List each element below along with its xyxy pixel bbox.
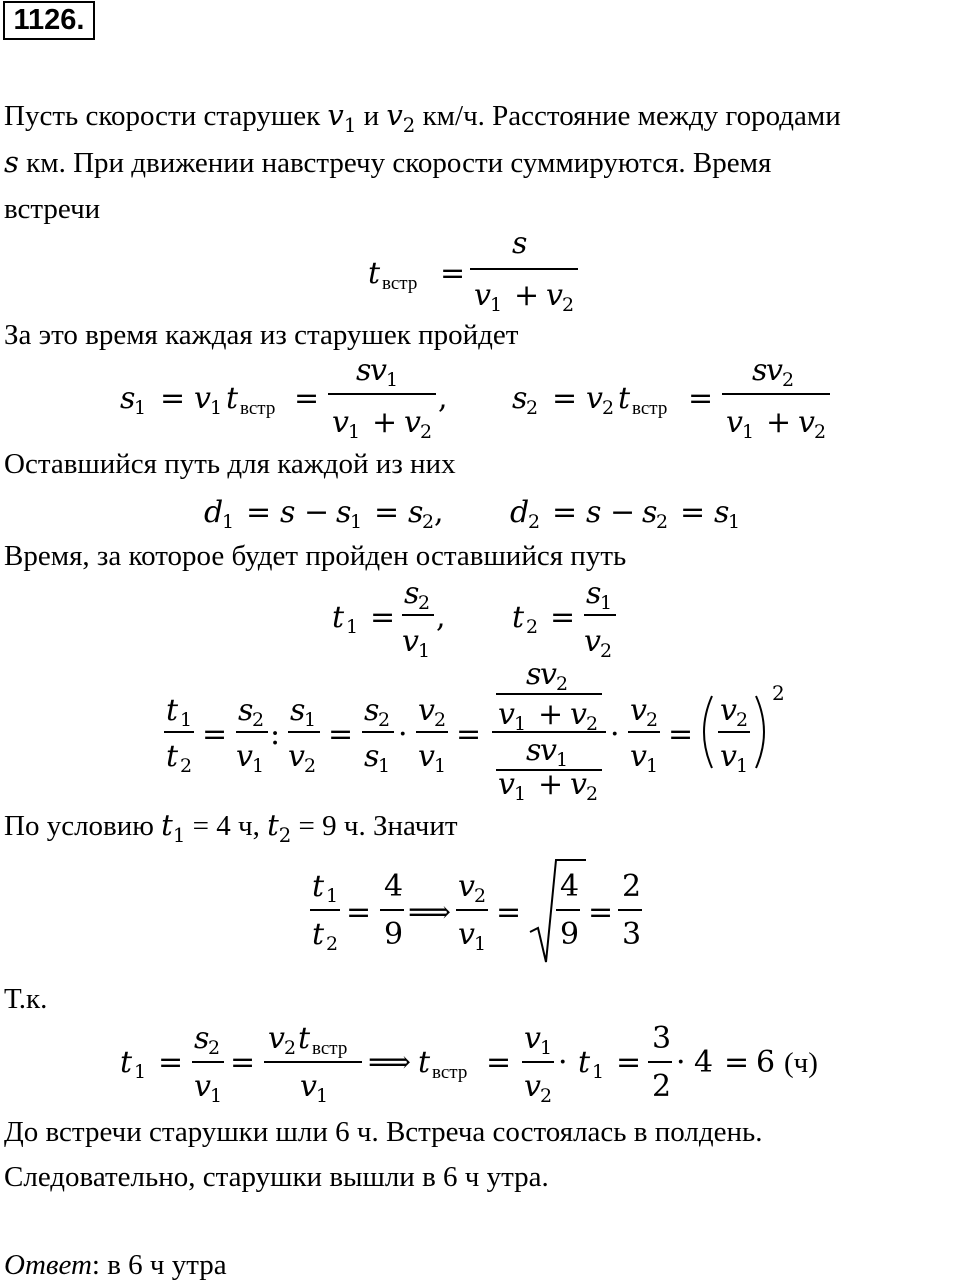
svg-text:=: = — [346, 895, 372, 930]
svg-text:+: + — [514, 278, 540, 313]
svg-text:v: v — [584, 624, 601, 659]
svg-text:v: v — [546, 278, 563, 313]
svg-text:1: 1 — [210, 1085, 223, 1106]
svg-text:1: 1 — [736, 755, 749, 777]
svg-text:v: v — [418, 693, 435, 728]
svg-text:встр: встр — [382, 273, 418, 294]
text-line-5: Оставшийся путь для каждой из них — [4, 448, 456, 480]
svg-text:2: 2 — [422, 511, 435, 533]
svg-text:=: = — [668, 717, 694, 752]
svg-text:1: 1 — [252, 755, 265, 777]
svg-text:=: = — [724, 1045, 750, 1080]
svg-text:6: 6 — [756, 1045, 776, 1080]
svg-text:·: · — [610, 717, 620, 752]
formula-distances — [0, 352, 960, 444]
svg-text:2: 2 — [772, 681, 785, 705]
svg-text:v: v — [524, 1069, 541, 1104]
svg-text:9: 9 — [560, 917, 580, 952]
svg-text:встр: встр — [312, 1038, 348, 1059]
svg-text:⟹: ⟹ — [408, 895, 452, 930]
answer-text: : в 6 ч утра — [91, 1249, 227, 1281]
svg-text:=: = — [328, 717, 354, 752]
svg-text:,: , — [434, 495, 444, 530]
svg-text:1: 1 — [378, 755, 391, 777]
svg-text:2: 2 — [656, 511, 669, 533]
svg-text:1: 1 — [514, 783, 527, 802]
svg-text:+: + — [538, 767, 564, 802]
svg-text:2: 2 — [540, 1085, 553, 1106]
formula-ratio — [0, 660, 960, 802]
svg-text:v: v — [720, 693, 737, 728]
svg-text:2: 2 — [586, 713, 599, 735]
svg-text:t: t — [578, 1045, 591, 1080]
svg-text:1: 1 — [728, 511, 741, 533]
formula-meeting-time — [0, 225, 960, 315]
svg-text:1: 1 — [540, 1037, 553, 1059]
svg-text:v: v — [766, 353, 783, 388]
svg-text:s: s — [714, 495, 730, 530]
svg-text:s: s — [356, 353, 372, 388]
svg-text:d: d — [204, 495, 224, 530]
svg-text:−: − — [304, 495, 330, 530]
svg-text:t: t — [368, 256, 381, 291]
svg-text:=: = — [552, 381, 578, 416]
svg-text:v: v — [194, 381, 211, 416]
svg-text:2: 2 — [736, 709, 749, 731]
svg-text:v: v — [418, 739, 435, 774]
svg-text:+: + — [538, 697, 564, 732]
problem-number: 1126. — [3, 1, 95, 40]
svg-text:·: · — [676, 1045, 686, 1080]
svg-text:=: = — [374, 495, 400, 530]
svg-text:s: s — [280, 495, 296, 530]
svg-text:встр: встр — [632, 398, 668, 419]
svg-text:1: 1 — [474, 933, 487, 955]
svg-text:v: v — [370, 353, 387, 388]
svg-text:v: v — [458, 869, 475, 904]
svg-text:v: v — [540, 733, 557, 768]
svg-text:2: 2 — [556, 673, 569, 695]
svg-text:v: v — [630, 739, 647, 774]
svg-text:1: 1 — [514, 713, 527, 735]
svg-text:t: t — [332, 600, 345, 635]
svg-text:4: 4 — [384, 869, 404, 904]
svg-text:2: 2 — [180, 755, 193, 777]
svg-text:1: 1 — [490, 294, 503, 315]
svg-text:1: 1 — [742, 421, 755, 443]
svg-text:t: t — [166, 693, 179, 728]
svg-text:=: = — [160, 381, 186, 416]
svg-text:1: 1 — [418, 640, 431, 662]
svg-text:1: 1 — [646, 755, 659, 777]
svg-text:2: 2 — [586, 783, 599, 802]
svg-text:2: 2 — [528, 511, 541, 533]
svg-text:2: 2 — [326, 933, 339, 955]
svg-text:2: 2 — [420, 421, 433, 443]
svg-text:s: s — [120, 381, 136, 416]
text-line-3: встречи — [4, 193, 101, 225]
svg-text:v: v — [458, 917, 475, 952]
svg-text:s: s — [642, 495, 658, 530]
svg-text:2: 2 — [434, 709, 447, 731]
text-line-6: Время, за которое будет пройден оставшийся путь — [4, 540, 627, 572]
svg-text:v: v — [194, 1069, 211, 1104]
svg-text:2: 2 — [526, 616, 539, 638]
svg-text:t: t — [418, 1045, 431, 1080]
svg-text:t: t — [226, 381, 239, 416]
svg-text:s: s — [404, 576, 420, 611]
svg-text:=: = — [680, 495, 706, 530]
svg-text:1: 1 — [210, 397, 223, 419]
svg-text:4: 4 — [560, 869, 580, 904]
svg-text:+: + — [372, 405, 398, 440]
svg-text:v: v — [300, 1069, 317, 1104]
svg-text:2: 2 — [782, 369, 795, 391]
svg-text:,: , — [436, 600, 446, 635]
svg-text:v: v — [236, 739, 253, 774]
svg-text:1: 1 — [134, 397, 147, 419]
svg-text:2: 2 — [600, 640, 613, 662]
svg-text:2: 2 — [284, 1037, 297, 1059]
svg-text::: : — [270, 717, 281, 752]
svg-text:1: 1 — [180, 709, 193, 731]
svg-text:t: t — [312, 917, 325, 952]
svg-text:3: 3 — [652, 1022, 672, 1056]
svg-text:v: v — [720, 739, 737, 774]
svg-text:2: 2 — [304, 755, 317, 777]
answer-label: Ответ — [4, 1249, 92, 1281]
svg-text:v: v — [540, 660, 557, 692]
svg-text:=: = — [552, 495, 578, 530]
svg-text:9: 9 — [384, 917, 404, 952]
svg-text:1: 1 — [316, 1085, 329, 1106]
svg-text:v: v — [474, 278, 491, 313]
svg-text:=: = — [688, 381, 714, 416]
text-line-4: За это время каждая из старушек пройдет — [4, 319, 519, 351]
svg-text:t: t — [618, 381, 631, 416]
svg-text:+: + — [766, 405, 792, 440]
svg-text:2: 2 — [602, 397, 615, 419]
svg-text:=: = — [616, 1045, 642, 1080]
svg-text:=: = — [456, 717, 482, 752]
svg-text:v: v — [404, 405, 421, 440]
svg-text:s: s — [408, 495, 424, 530]
svg-text:s: s — [752, 353, 768, 388]
svg-text:2: 2 — [252, 709, 265, 731]
svg-text:2: 2 — [526, 397, 539, 419]
svg-text:s: s — [526, 733, 542, 768]
svg-text:=: = — [158, 1045, 184, 1080]
svg-text:s: s — [336, 495, 352, 530]
text-line-1: Пусть скорости старушек $v_1$ и $v_2$ км/ч. Расстояние между городами — [4, 98, 841, 137]
svg-text:=: = — [440, 256, 466, 291]
svg-text:встр: встр — [240, 398, 276, 419]
svg-text:v: v — [570, 767, 587, 802]
svg-text:2: 2 — [474, 885, 487, 907]
svg-text:2: 2 — [646, 709, 659, 731]
svg-text:=: = — [294, 381, 320, 416]
svg-text:=: = — [550, 600, 576, 635]
svg-text:·: · — [398, 717, 408, 752]
svg-text:1: 1 — [350, 511, 363, 533]
svg-text:t: t — [512, 600, 525, 635]
text-line-9: До встречи старушки шли 6 ч. Встреча состоялась в полдень. — [4, 1116, 763, 1148]
text-line-7: По условию $t_1 = 4$ ч, $t_2 = 9$ ч. Значит — [4, 808, 458, 847]
svg-text:2: 2 — [652, 1069, 672, 1104]
text-line-2: s км. При движении навстречу скорости суммируются. Время — [4, 145, 772, 179]
svg-text:v: v — [630, 693, 647, 728]
text-line-8: Т.к. — [4, 983, 48, 1015]
svg-text:1: 1 — [434, 755, 447, 777]
formula-remaining — [0, 490, 960, 534]
svg-text:=: = — [486, 1045, 512, 1080]
svg-text:1: 1 — [600, 592, 613, 614]
svg-text:⟹: ⟹ — [368, 1045, 412, 1080]
svg-text:t: t — [166, 739, 179, 774]
svg-text:v: v — [288, 739, 305, 774]
svg-text:v: v — [524, 1022, 541, 1056]
formula-meeting-duration — [0, 1022, 960, 1106]
svg-text:1: 1 — [222, 511, 235, 533]
svg-text:=: = — [230, 1045, 256, 1080]
svg-text:v: v — [498, 767, 515, 802]
svg-text:v: v — [586, 381, 603, 416]
svg-text:1: 1 — [592, 1061, 605, 1083]
svg-text:s: s — [526, 660, 542, 692]
svg-text:1: 1 — [304, 709, 317, 731]
svg-text:3: 3 — [622, 917, 642, 952]
svg-text:=: = — [588, 895, 614, 930]
svg-text:(ч): (ч) — [784, 1047, 818, 1079]
svg-text:=: = — [202, 717, 228, 752]
formula-times — [0, 575, 960, 663]
svg-text:2: 2 — [562, 294, 575, 315]
svg-text:s: s — [512, 226, 528, 261]
text-line-10: Следовательно, старушки вышли в 6 ч утра. — [4, 1161, 549, 1193]
svg-text:v: v — [726, 405, 743, 440]
svg-text:1: 1 — [556, 749, 569, 771]
svg-text:v: v — [570, 697, 587, 732]
svg-text:1: 1 — [326, 885, 339, 907]
svg-text:встр: встр — [432, 1062, 468, 1083]
svg-text:t: t — [312, 869, 325, 904]
svg-text:=: = — [496, 895, 522, 930]
svg-text:s: s — [586, 576, 602, 611]
svg-text:,: , — [438, 381, 448, 416]
svg-text:t: t — [120, 1045, 133, 1080]
svg-text:=: = — [370, 600, 396, 635]
svg-text:=: = — [246, 495, 272, 530]
svg-text:d: d — [510, 495, 530, 530]
answer-line — [4, 1248, 227, 1282]
svg-text:·: · — [558, 1045, 568, 1080]
svg-text:2: 2 — [622, 869, 642, 904]
svg-text:v: v — [402, 624, 419, 659]
svg-text:1: 1 — [348, 421, 361, 443]
svg-text:v: v — [332, 405, 349, 440]
svg-text:s: s — [194, 1022, 210, 1056]
formula-speed-ratio — [0, 858, 960, 970]
svg-text:2: 2 — [814, 421, 827, 443]
svg-text:t: t — [298, 1022, 311, 1056]
svg-text:2: 2 — [208, 1037, 221, 1059]
svg-text:s: s — [364, 739, 380, 774]
svg-text:s: s — [586, 495, 602, 530]
svg-text:v: v — [798, 405, 815, 440]
svg-text:v: v — [498, 697, 515, 732]
svg-text:−: − — [610, 495, 636, 530]
svg-text:s: s — [364, 693, 380, 728]
svg-text:2: 2 — [418, 592, 431, 614]
svg-text:v: v — [268, 1022, 285, 1056]
svg-text:1: 1 — [386, 369, 399, 391]
svg-text:1: 1 — [134, 1061, 147, 1083]
svg-text:2: 2 — [378, 709, 391, 731]
svg-text:4: 4 — [694, 1045, 714, 1080]
svg-text:s: s — [238, 693, 254, 728]
svg-text:1: 1 — [346, 616, 359, 638]
svg-text:s: s — [512, 381, 528, 416]
svg-text:s: s — [290, 693, 306, 728]
